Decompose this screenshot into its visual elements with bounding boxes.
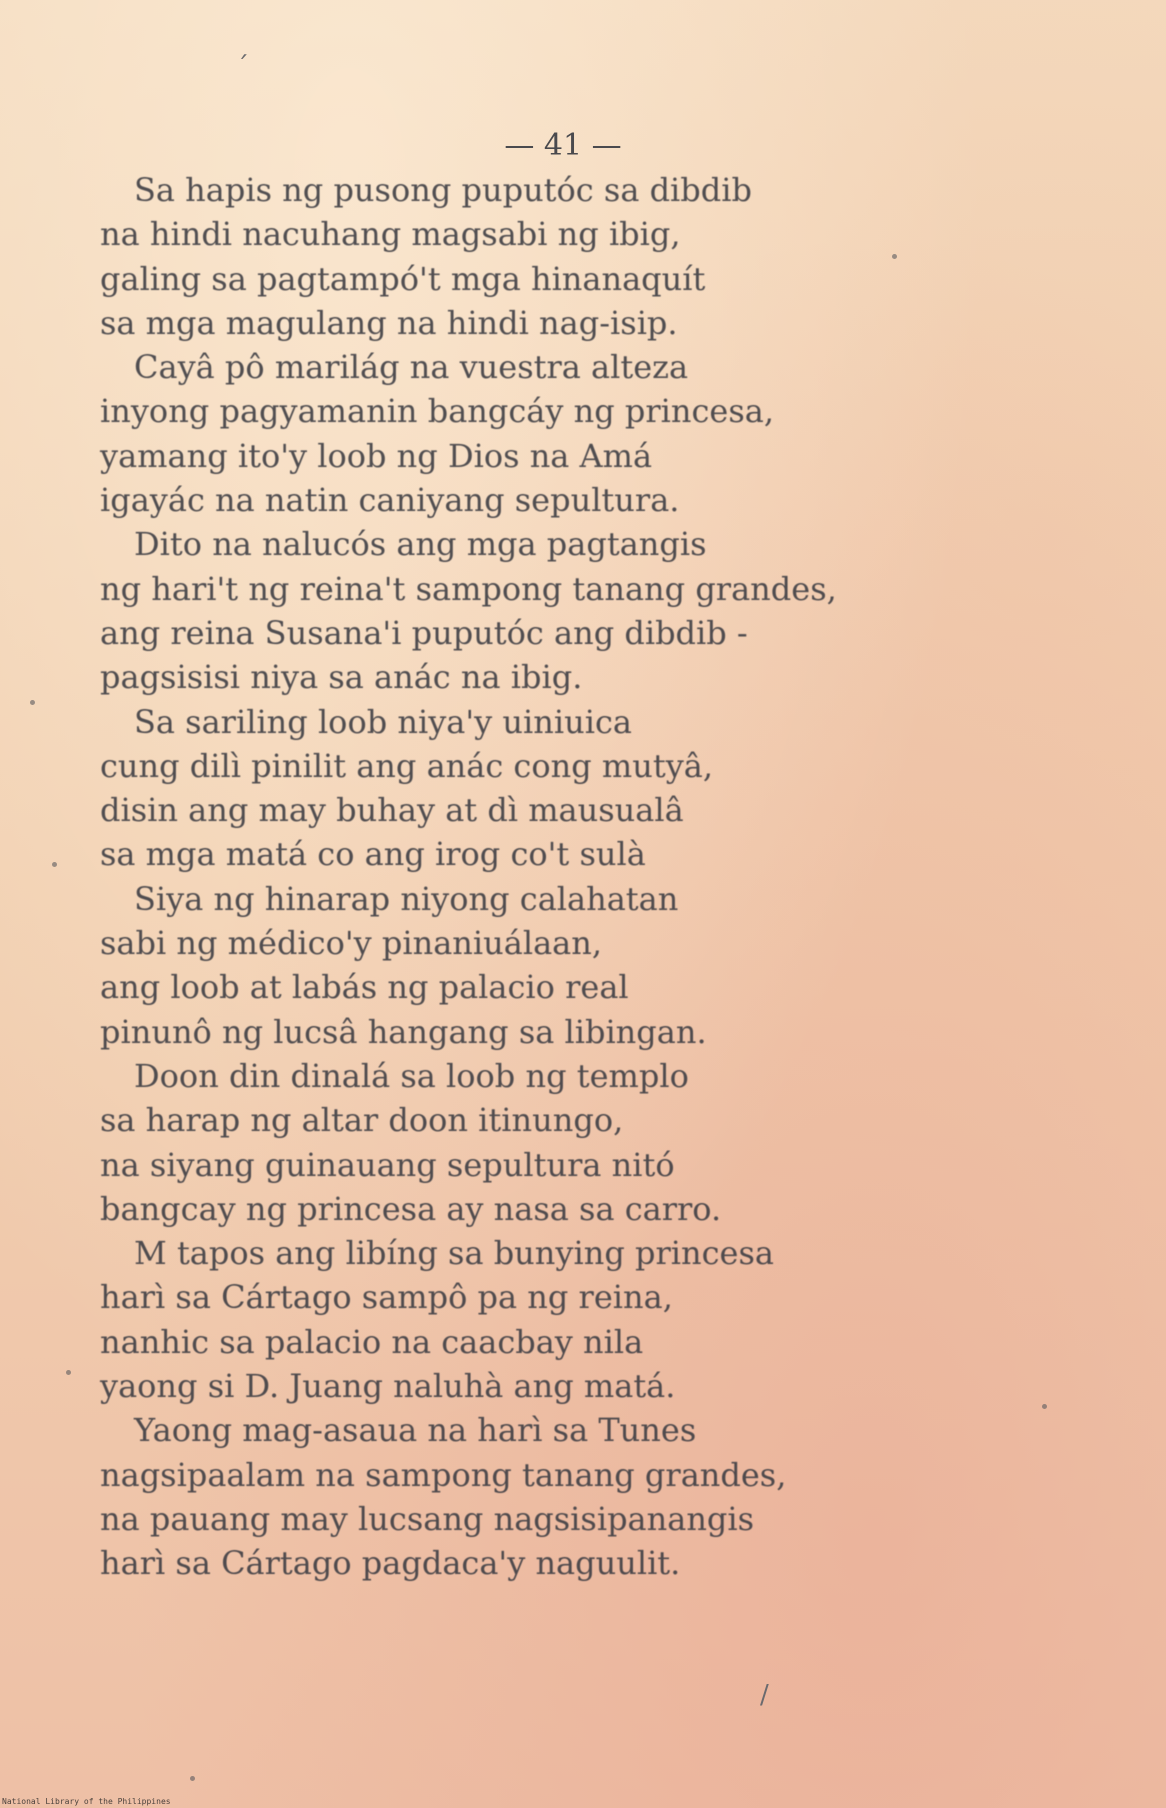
- verse-line: inyong pagyamanin bangcáy ng princesa,: [100, 392, 775, 431]
- scan-speck: [1042, 1404, 1047, 1409]
- verse-line: sa mga magulang na hindi nag-isip.: [100, 303, 678, 342]
- verse-line: pinunô ng lucsâ hangang sa libingan.: [100, 1012, 707, 1051]
- verse-line: disin ang may buhay at dì mausualâ: [100, 791, 684, 830]
- stanza: [100, 1054, 1000, 1231]
- stanza: [100, 168, 1000, 345]
- scan-speck: [52, 862, 57, 867]
- stanza: [100, 1408, 1000, 1585]
- verse-line: harì sa Cártago pagdaca'y naguulit.: [100, 1544, 681, 1583]
- stanza: [100, 877, 1000, 1054]
- verse-line: na siyang guinauang sepultura nitó: [100, 1145, 675, 1184]
- verse-line: M tapos ang libíng sa bunying princesa: [134, 1234, 774, 1273]
- verse-line: na pauang may lucsang nagsisipanangis: [100, 1499, 755, 1538]
- verse-line: na hindi nacuhang magsabi ng ibig,: [100, 215, 681, 254]
- verse-line: ang loob at labás ng palacio real: [100, 968, 629, 1007]
- scan-speck: [30, 700, 35, 705]
- verse-line: sa mga matá co ang irog co't sulà: [100, 835, 646, 874]
- verse-line: igayác na natin caniyang sepultura.: [100, 481, 680, 520]
- verse-line: Sa hapis ng pusong puputóc sa dibdib: [134, 171, 752, 209]
- verse-line: yaong si D. Juang naluhà ang matá.: [100, 1367, 676, 1406]
- library-footer: National Library of the Philippines: [2, 1797, 171, 1806]
- verse-line: Dito na nalucós ang mga pagtangis: [134, 525, 707, 564]
- verse-line: nanhic sa palacio na caacbay nila: [100, 1322, 644, 1361]
- verse-line: Siya ng hinarap niyong calahatan: [134, 879, 679, 918]
- verse-line: pagsisisi niya sa anác na ibig.: [100, 658, 583, 697]
- stanza: [100, 345, 1000, 522]
- verse-line: ng hari't ng reina't sampong tanang grandes,: [100, 569, 837, 608]
- verse-line: galing sa pagtampó't mga hinanaquít: [100, 259, 706, 298]
- scan-mark: /: [760, 1680, 769, 1710]
- stanza: [100, 522, 1000, 699]
- stanza: [100, 700, 1000, 877]
- scan-speck: [66, 1370, 71, 1375]
- stanza: [100, 1231, 1000, 1408]
- verse-line: Cayâ pô marilág na vuestra alteza: [134, 348, 689, 387]
- scan-speck: [892, 254, 897, 259]
- verse-line: Yaong mag-asaua na harì sa Tunes: [134, 1411, 697, 1450]
- verse-line: Sa sariling loob niya'y uiniuica: [134, 702, 632, 741]
- verse-line: sabi ng médico'y pinaniuálaan,: [100, 924, 602, 963]
- page-number: — 41 —: [504, 128, 622, 163]
- verse-line: ang reina Susana'i puputóc ang dibdib -: [100, 613, 748, 652]
- verse-line: yamang ito'y loob ng Dios na Amá: [100, 436, 653, 475]
- verse-line: harì sa Cártago sampô pa ng reina,: [100, 1278, 673, 1317]
- verse-line: bangcay ng princesa ay nasa sa carro.: [100, 1189, 722, 1228]
- scan-mark: ´: [236, 52, 249, 82]
- verse-line: cung dilì pinilit ang anác cong mutyâ,: [100, 746, 714, 785]
- verse-line: sa harap ng altar doon itinungo,: [100, 1101, 624, 1140]
- poem-text: [100, 168, 1000, 1586]
- scan-speck: [190, 1776, 195, 1781]
- verse-line: nagsipaalam na sampong tanang grandes,: [100, 1455, 787, 1494]
- verse-line: Doon din dinalá sa loob ng templo: [134, 1056, 689, 1095]
